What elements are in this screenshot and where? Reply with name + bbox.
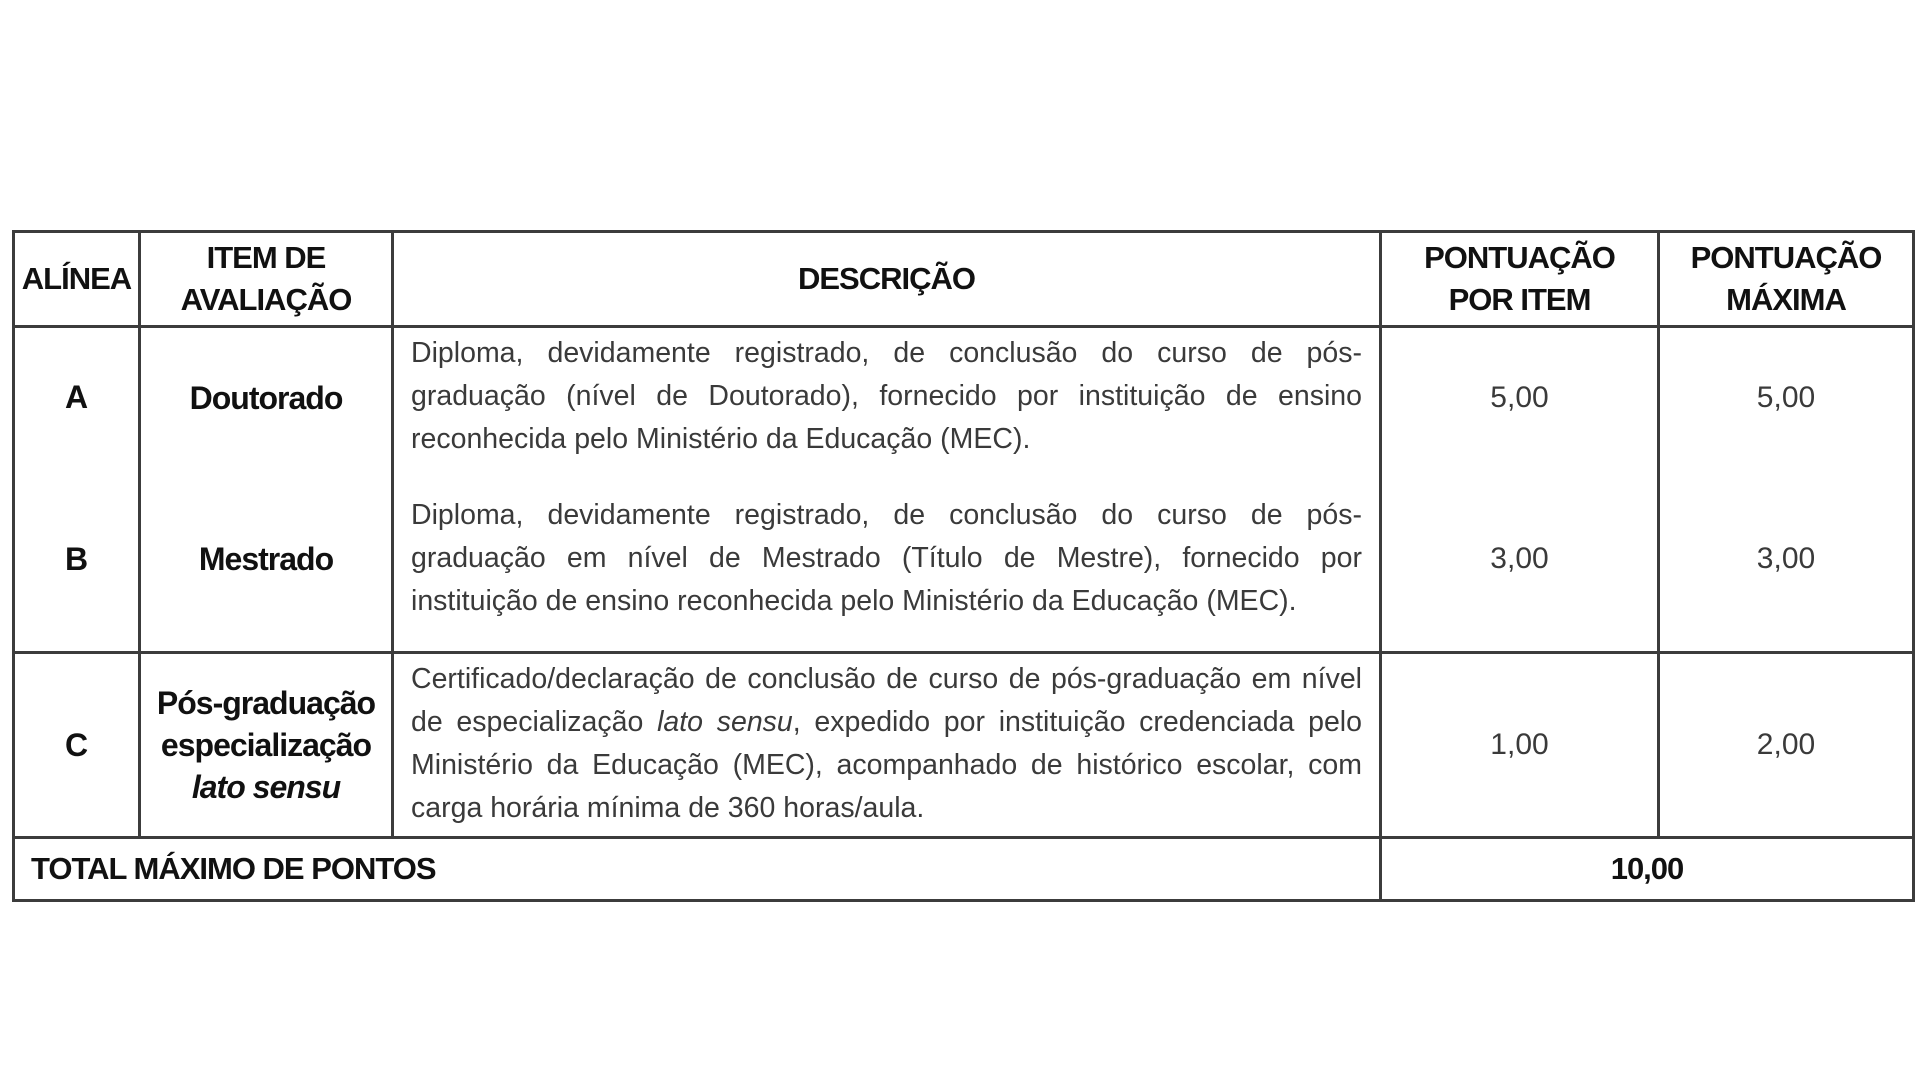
total-row [14, 838, 1914, 901]
cell-pontuacao-por-item: 5,00 [1381, 327, 1659, 468]
descricao-text-part2: , expedido por instituição credenciada pelo Ministério da Educação (MEC), acompanhado de histórico escolar, com carga horária mínima de 360 horas/aula. [411, 706, 1362, 824]
header-pontuacao-maxima [1659, 232, 1914, 327]
cell-alinea: A [14, 327, 140, 468]
cell-pontuacao-por-item: 3,00 [1381, 467, 1659, 653]
cell-pontuacao-maxima: 2,00 [1659, 653, 1914, 838]
table-row [14, 327, 1914, 468]
cell-item [140, 653, 393, 838]
header-pmax-line1: PONTUAÇÃO [1690, 240, 1882, 275]
header-ppi-line1: PONTUAÇÃO [1424, 240, 1615, 275]
table-header-row [14, 232, 1914, 327]
cell-pontuacao-maxima: 3,00 [1659, 467, 1914, 653]
table-row [14, 653, 1914, 838]
cell-pontuacao-maxima: 5,00 [1659, 327, 1914, 468]
header-pontuacao-por-item [1381, 232, 1659, 327]
header-item-line1: ITEM DE [206, 240, 326, 275]
cell-descricao: Diploma, devidamente registrado, de conclusão do curso de pós-graduação em nível de Mestrado (Título de Mestre), fornecido por instituição de ensino reconhecida pelo Ministério da Educação (MEC). [393, 467, 1381, 653]
scoring-table-container [12, 230, 1912, 902]
cell-item: Mestrado [140, 467, 393, 653]
header-descricao-label: DESCRIÇÃO [797, 261, 975, 296]
descricao-text-italic: lato sensu [657, 706, 793, 738]
cell-pontuacao-por-item: 1,00 [1381, 653, 1659, 838]
total-label: TOTAL MÁXIMO DE PONTOS [14, 838, 1381, 901]
cell-item-line2: especialização [160, 727, 372, 763]
header-pmax-line2: MÁXIMA [1726, 282, 1846, 317]
header-item-line2: AVALIAÇÃO [180, 282, 352, 317]
cell-item-line1: Pós-graduação [156, 685, 376, 721]
header-alinea-label: ALÍNEA [21, 261, 132, 296]
header-descricao [393, 232, 1381, 327]
header-item-de-avaliacao [140, 232, 393, 327]
descricao-text-part1: Certificado/declaração de conclusão de curso de pós-graduação em nível de especialização [411, 663, 1362, 738]
cell-alinea: C [14, 653, 140, 838]
header-alinea [14, 232, 140, 327]
cell-item: Doutorado [140, 327, 393, 468]
table-row [14, 467, 1914, 653]
total-value: 10,00 [1381, 838, 1914, 901]
scoring-table [12, 230, 1915, 902]
cell-descricao [393, 653, 1381, 838]
cell-alinea: B [14, 467, 140, 653]
cell-item-line3-italic: lato sensu [191, 769, 341, 805]
header-ppi-line2: POR ITEM [1448, 282, 1591, 317]
cell-descricao: Diploma, devidamente registrado, de conclusão do curso de pós-graduação (nível de Doutorado), fornecido por instituição de ensino reconhecida pelo Ministério da Educação (MEC). [393, 327, 1381, 468]
